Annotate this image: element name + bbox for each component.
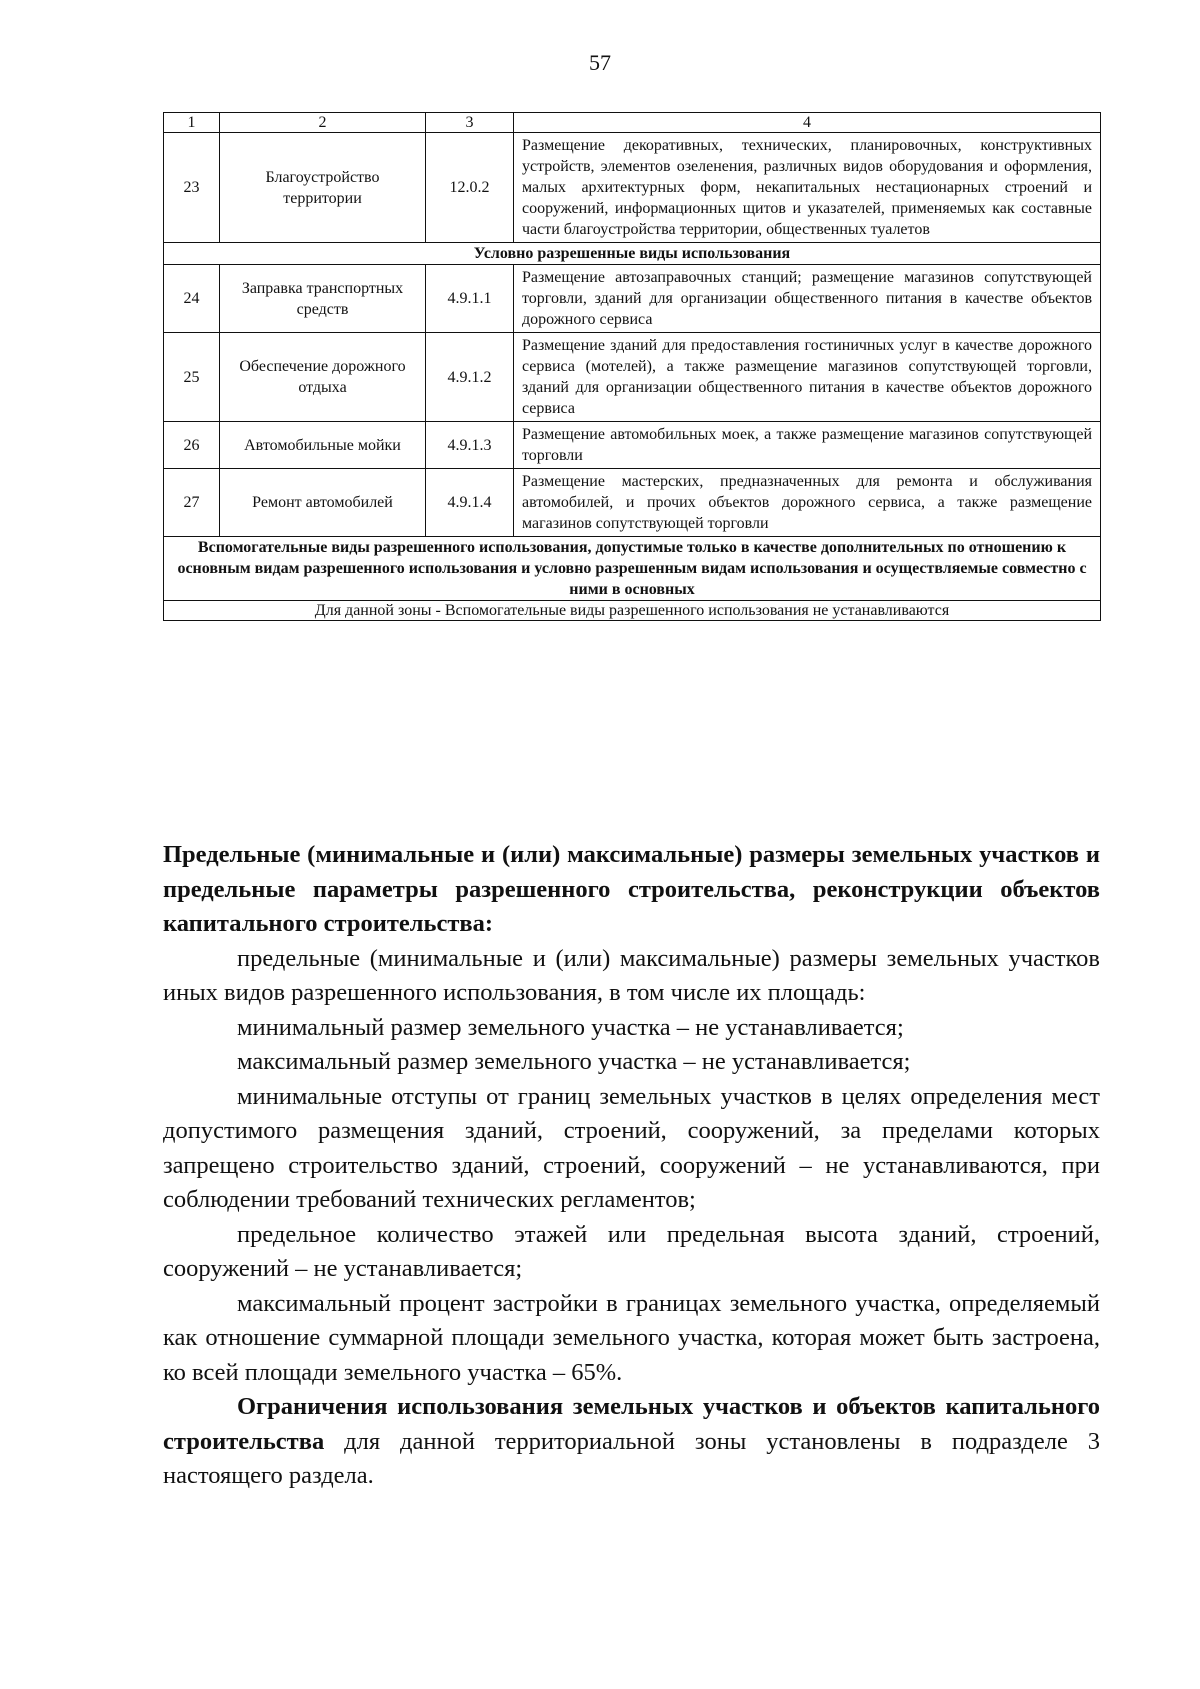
header-col-4: 4 [514, 113, 1101, 133]
paragraph: предельное количество этажей или предельная высота зданий, строений, сооружений – не устанавливается; [163, 1220, 1100, 1282]
table-row [164, 333, 1101, 422]
auxiliary-uses-note: Для данной зоны - Вспомогательные виды разрешенного использования не устанавливаются [164, 601, 1101, 621]
row-number: 25 [164, 333, 220, 422]
paragraph: максимальный размер земельного участка – не устанавливается; [237, 1048, 911, 1075]
restrictions-bold-text: Ограничения использования земельных участков и объектов капитального строительства [163, 1393, 1100, 1455]
paragraph: минимальный размер земельного участка – не устанавливается; [237, 1013, 904, 1041]
land-use-table [163, 112, 1101, 621]
row-number: 27 [164, 469, 220, 537]
header-col-1: 1 [164, 113, 220, 133]
use-description: Размещение автомобильных моек, а также размещение магазинов сопутствующей торговли [514, 422, 1101, 469]
use-description: Размещение декоративных, технических, планировочных, конструктивных устройств, элементов озеленения, различных видов оборудования и оформления, малых архитектурных форм, некапитальных нестационарных строений и сооружений, информационных щитов и указателей, применяемых как составные части благоустройства территории, общественных туалетов [514, 133, 1101, 243]
row-number: 24 [164, 265, 220, 333]
use-name: Обеспечение дорожного отдыха [220, 333, 426, 422]
use-description: Размещение мастерских, предназначенных для ремонта и обслуживания автомобилей, и прочих объектов дорожного сервиса, а также размещение магазинов сопутствующей торговли [514, 469, 1101, 537]
paragraph: максимальный процент застройки в границах земельного участка, определяемый как отношение суммарной площади земельного участка, которая может быть застроена, ко всей площади земельного участка – 65%. [163, 1289, 1100, 1386]
paragraph-restrictions [163, 1390, 1100, 1494]
use-code: 4.9.1.2 [426, 333, 514, 422]
section-row-auxiliary [164, 537, 1101, 601]
section-row-conditional [164, 243, 1101, 265]
header-col-3: 3 [426, 113, 514, 133]
use-name: Ремонт автомобилей [220, 469, 426, 537]
page-number: 57 [589, 50, 611, 75]
section-heading: Предельные (минимальные и (или) максимальные) размеры земельных участков и предельные параметры разрешенного строительства, реконструкции объектов капитального строительства: [163, 841, 1100, 937]
use-code: 4.9.1.4 [426, 469, 514, 537]
use-code: 4.9.1.3 [426, 422, 514, 469]
restrictions-text: для данной территориальной зоны установлены в подразделе 3 настоящего раздела. [163, 1427, 1100, 1489]
use-description: Размещение автозаправочных станций; размещение магазинов сопутствующей торговли, зданий для организации общественного питания в качестве объектов дорожного сервиса [514, 265, 1101, 333]
table-header-row [164, 113, 1101, 133]
header-col-2: 2 [220, 113, 426, 133]
use-description: Размещение зданий для предоставления гостиничных услуг в качестве дорожного сервиса (мотелей), а также размещение магазинов сопутствующей торговли, зданий для организации общественного питания в качестве объектов дорожного сервиса [514, 333, 1101, 422]
conditional-uses-title: Условно разрешенные виды использования [164, 243, 1101, 265]
row-number: 26 [164, 422, 220, 469]
use-name: Автомобильные мойки [220, 422, 426, 469]
use-name: Заправка транспортных средств [220, 265, 426, 333]
paragraph: предельные (минимальные и (или) максимальные) размеры земельных участков иных видов разрешенного использования, в том числе их площадь: [163, 944, 1100, 1006]
paragraph: минимальные отступы от границ земельных участков в целях определения мест допустимого размещения зданий, строений, сооружений, за пределами которых запрещено строительство зданий, строений, сооружений – не устанавливаются, при соблюдении требований технических регламентов; [163, 1082, 1100, 1213]
use-code: 4.9.1.1 [426, 265, 514, 333]
table-row [164, 469, 1101, 537]
regulations-text [163, 838, 1100, 1494]
auxiliary-uses-title: Вспомогательные виды разрешенного использования, допустимые только в качестве дополнительных по отношению к основным видам разрешенного использования и условно разрешенным видам использования и осуществляемые совместно с ними в основных [164, 537, 1101, 601]
table-row [164, 133, 1101, 243]
table-row [164, 422, 1101, 469]
row-number: 23 [164, 133, 220, 243]
use-name: Благоустройство территории [220, 133, 426, 243]
use-code: 12.0.2 [426, 133, 514, 243]
note-row [164, 601, 1101, 621]
table-row [164, 265, 1101, 333]
